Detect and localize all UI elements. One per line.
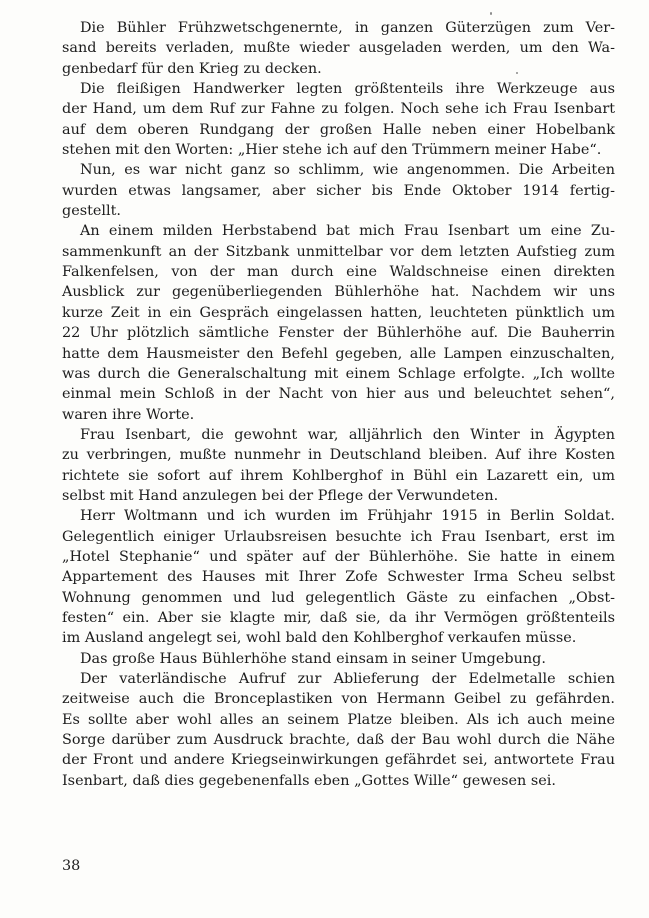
paragraph-line: richtete sie sofort auf ihrem Kohlberghof in Bühl ein Lazarett ein, um bbox=[62, 467, 615, 484]
paragraph-line: Gelegentlich einiger Urlaubsreisen besuchte ich Frau Isenbart, erst im bbox=[62, 528, 615, 545]
paragraph-line: einmal mein Schloß in der Nacht von hier aus und beleuchtet sehen“, bbox=[62, 386, 615, 403]
paragraph-line: zu verbringen, mußte nunmehr in Deutschland bleiben. Auf ihre Kosten bbox=[62, 447, 615, 464]
paragraph-line: zeitweise auch die Bronceplastiken von Hermann Geibel zu gefährden. bbox=[62, 691, 615, 708]
paragraph-line: sand bereits verladen, mußte wieder ausgeladen werden, um den Wa- bbox=[62, 40, 615, 57]
paragraph-line: Isenbart, daß dies gegebenenfalls eben „Gottes Wille“ gewesen sei. bbox=[62, 772, 556, 789]
paragraph-first-line: Der vaterländische Aufruf zur Ablieferung der Edelmetalle schien bbox=[80, 671, 615, 687]
paragraph-line: kurze Zeit in ein Gespräch eingelassen hatten, leuchteten pünktlich um bbox=[62, 304, 615, 321]
paragraph-line: sammenkunft an der Sitzbank unmittelbar vor dem letzten Aufstieg zum bbox=[62, 243, 615, 260]
paragraph-line: gestellt. bbox=[62, 203, 121, 220]
paragraph-line: Wohnung genommen und lud gelegentlich Gäste zu einfachen „Obst- bbox=[62, 589, 615, 606]
paragraph-line: Ausblick zur gegenüberliegenden Bühlerhöhe hat. Nachdem wir uns bbox=[62, 284, 615, 301]
paragraph-line: „Hotel Stephanie“ und später auf der Bühlerhöhe. Sie hatte in einem bbox=[62, 548, 615, 565]
body-text bbox=[62, 18, 615, 791]
paragraph-line: auf dem oberen Rundgang der großen Halle neben einer Hobelbank bbox=[62, 121, 615, 138]
paragraph-line: selbst mit Hand anzulegen bei der Pflege der Verwundeten. bbox=[62, 487, 499, 504]
paper-speck bbox=[490, 12, 492, 15]
paragraph-line: hatte dem Hausmeister den Befehl gegeben, alle Lampen einzuschalten, bbox=[62, 345, 615, 362]
paragraph-line: Appartement des Hauses mit Ihrer Zofe Schwester Irma Scheu selbst bbox=[62, 569, 615, 586]
paragraph-line: Es sollte aber wohl alles an seinem Platze bleiben. Als ich auch meine bbox=[62, 711, 615, 728]
paragraph-line: was durch die Generalschaltung mit einem Schlage erfolgte. „Ich wollte bbox=[62, 365, 615, 382]
paragraph-line: der Front und andere Kriegseinwirkungen gefährdet sei, antwortete Frau bbox=[62, 752, 615, 769]
paragraph-line: genbedarf für den Krieg zu decken. bbox=[62, 60, 322, 77]
paragraph-first-line: Nun, es war nicht ganz so schlimm, wie angenommen. Die Arbeiten bbox=[80, 162, 615, 179]
paragraph-line: Sorge darüber zum Ausdruck brachte, daß der Bau wohl durch die Nähe bbox=[62, 732, 615, 749]
paragraph-first-line: Frau Isenbart, die gewohnt war, alljährlich den Winter in Ägypten bbox=[80, 426, 615, 443]
paragraph-first-line: Das große Haus Bühlerhöhe stand einsam in seiner Umgebung. bbox=[80, 650, 546, 667]
paragraph-first-line: Die Bühler Frühzwetschgenernte, in ganzen Güterzügen zum Ver- bbox=[80, 20, 615, 36]
paragraph-first-line: An einem milden Herbstabend bat mich Frau Isenbart um eine Zu- bbox=[80, 223, 615, 240]
paragraph-line: im Ausland angelegt sei, wohl bald den Kohlberghof verkaufen müsse. bbox=[62, 630, 577, 647]
paragraph-line: wurden etwas langsamer, aber sicher bis Ende Oktober 1914 fertig- bbox=[62, 182, 615, 199]
paragraph-line: waren ihre Worte. bbox=[62, 406, 195, 423]
page-number: 38 bbox=[62, 858, 81, 874]
paragraph-line: 22 Uhr plötzlich sämtliche Fenster der Bühlerhöhe auf. Die Bauherrin bbox=[62, 325, 615, 342]
paragraph-line: stehen mit den Worten: „Hier stehe ich auf den Trümmern meiner Habe“. bbox=[62, 142, 602, 159]
paragraph-line: festen“ ein. Aber sie klagte mir, daß sie, da ihr Vermögen größtenteils bbox=[62, 609, 615, 626]
paragraph-line: Falkenfelsen, von der man durch eine Waldschneise einen direkten bbox=[62, 264, 615, 281]
paragraph-line: der Hand, um dem Ruf zur Fahne zu folgen. Noch sehe ich Frau Isenbart bbox=[62, 101, 615, 118]
paragraph-first-line: Die fleißigen Handwerker legten größtenteils ihre Werkzeuge aus bbox=[80, 81, 615, 98]
paragraph-first-line: Herr Woltmann und ich wurden im Frühjahr 1915 in Berlin Soldat. bbox=[80, 508, 615, 525]
